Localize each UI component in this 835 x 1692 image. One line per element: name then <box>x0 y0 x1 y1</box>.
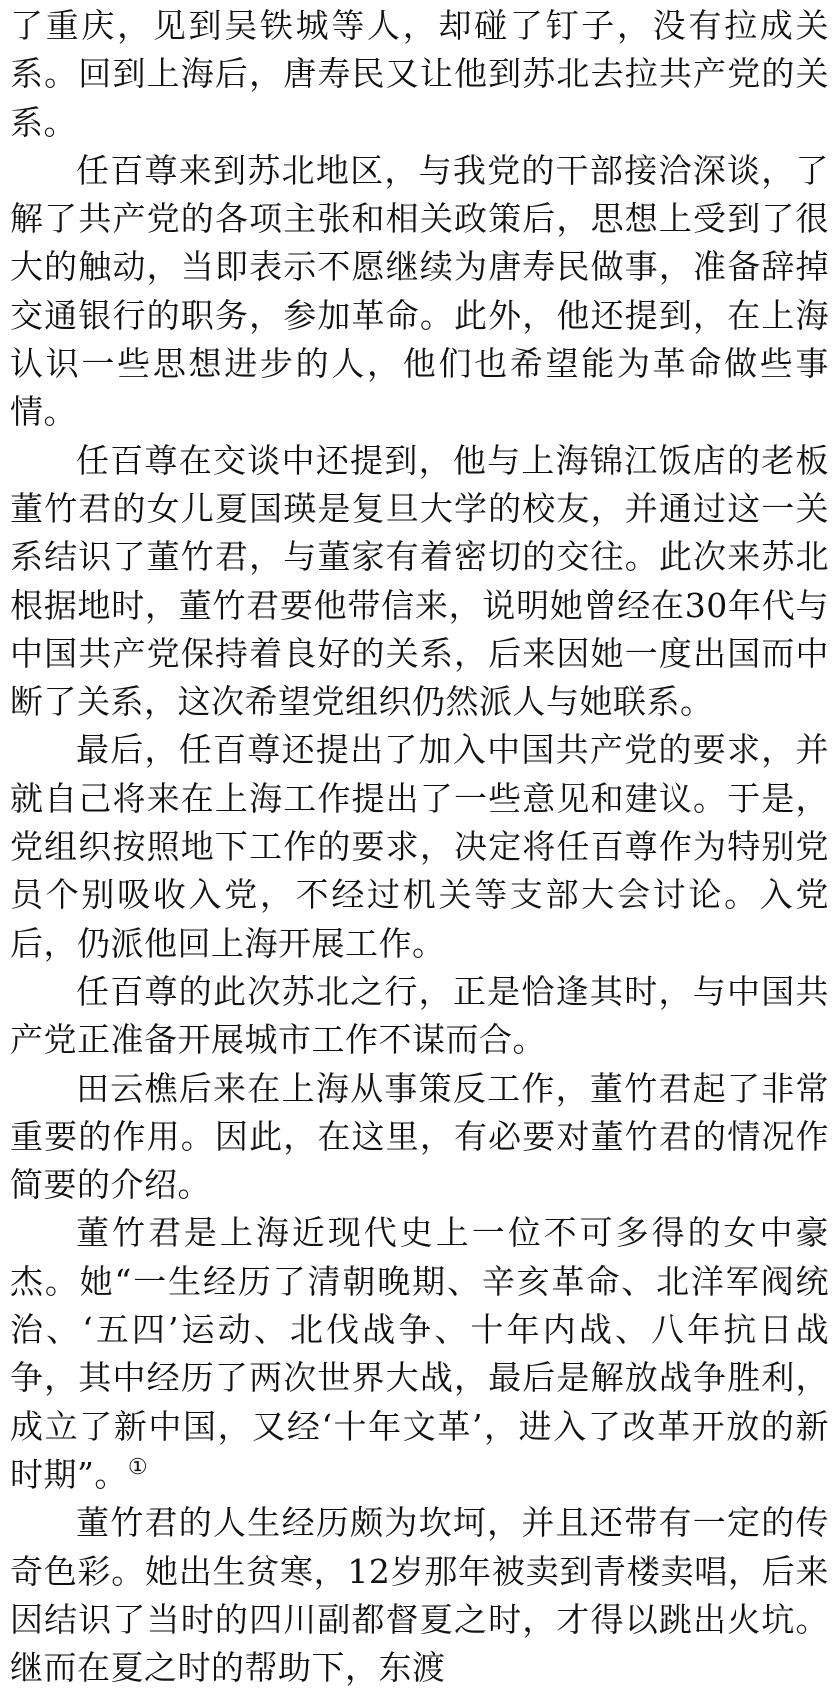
paragraph-5: 任百尊的此次苏北之行，正是恰逢其时，与中国共产党正准备开展城市工作不谋而合。 <box>10 971 829 1060</box>
paragraph-8: 董竹君的人生经历颇为坎坷，并且还带有一定的传奇色彩。她出生贫寒，12岁那年被卖到青楼卖唱，后来因结识了当时的四川副都督夏之时，才得以跳出火坑。继而在夏之时的帮助下，东渡 <box>10 1503 829 1688</box>
paragraph-7-text: 董竹君是上海近现代史上一位不可多得的女中豪杰。她“一生经历了清朝晚期、辛亥革命、北洋军阀统治、‘五四’运动、北伐战争、十年内战、八年抗日战争，其中经历了两次世界大战，最后是解放战争胜利，成立了新中国，又经‘十年文革’，进入了改革开放的新时期”。 <box>10 1213 829 1494</box>
paragraph-7 <box>10 1209 829 1499</box>
paragraph-4: 最后，任百尊还提出了加入中国共产党的要求，并就自己将来在上海工作提出了一些意见和建议。于是，党组织按照地下工作的要求，决定将任百尊作为特别党员个别吸收入党，不经过机关等支部大会讨论。入党后，仍派他回上海开展工作。 <box>10 730 829 963</box>
paragraph-3: 任百尊在交谈中还提到，他与上海锦江饭店的老板董竹君的女儿夏国瑛是复旦大学的校友，并通过这一关系结识了董竹君，与董家有着密切的交往。此次来苏北根据地时，董竹君要他带信来，说明她曾经在30年代与中国共产党保持着良好的关系，后来因她一度出国而中断了关系，这次希望党组织仍然派人与她联系。 <box>10 440 829 722</box>
paragraph-6: 田云樵后来在上海从事策反工作，董竹君起了非常重要的作用。因此，在这里，有必要对董竹君的情况作简要的介绍。 <box>10 1068 829 1205</box>
paragraph-1: 了重庆，见到吴铁城等人，却碰了钉子，没有拉成关系。回到上海后，唐寿民又让他到苏北去拉共产党的关系。 <box>10 6 829 142</box>
paragraph-2: 任百尊来到苏北地区，与我党的干部接洽深谈，了解了共产党的各项主张和相关政策后，思想上受到了很大的触动，当即表示不愿继续为唐寿民做事，准备辞掉交通银行的职务，参加革命。此外，他还提到，在上海认识一些思想进步的人，他们也希望能为革命做些事情。 <box>10 150 829 432</box>
footnote-marker: ① <box>127 1454 149 1480</box>
